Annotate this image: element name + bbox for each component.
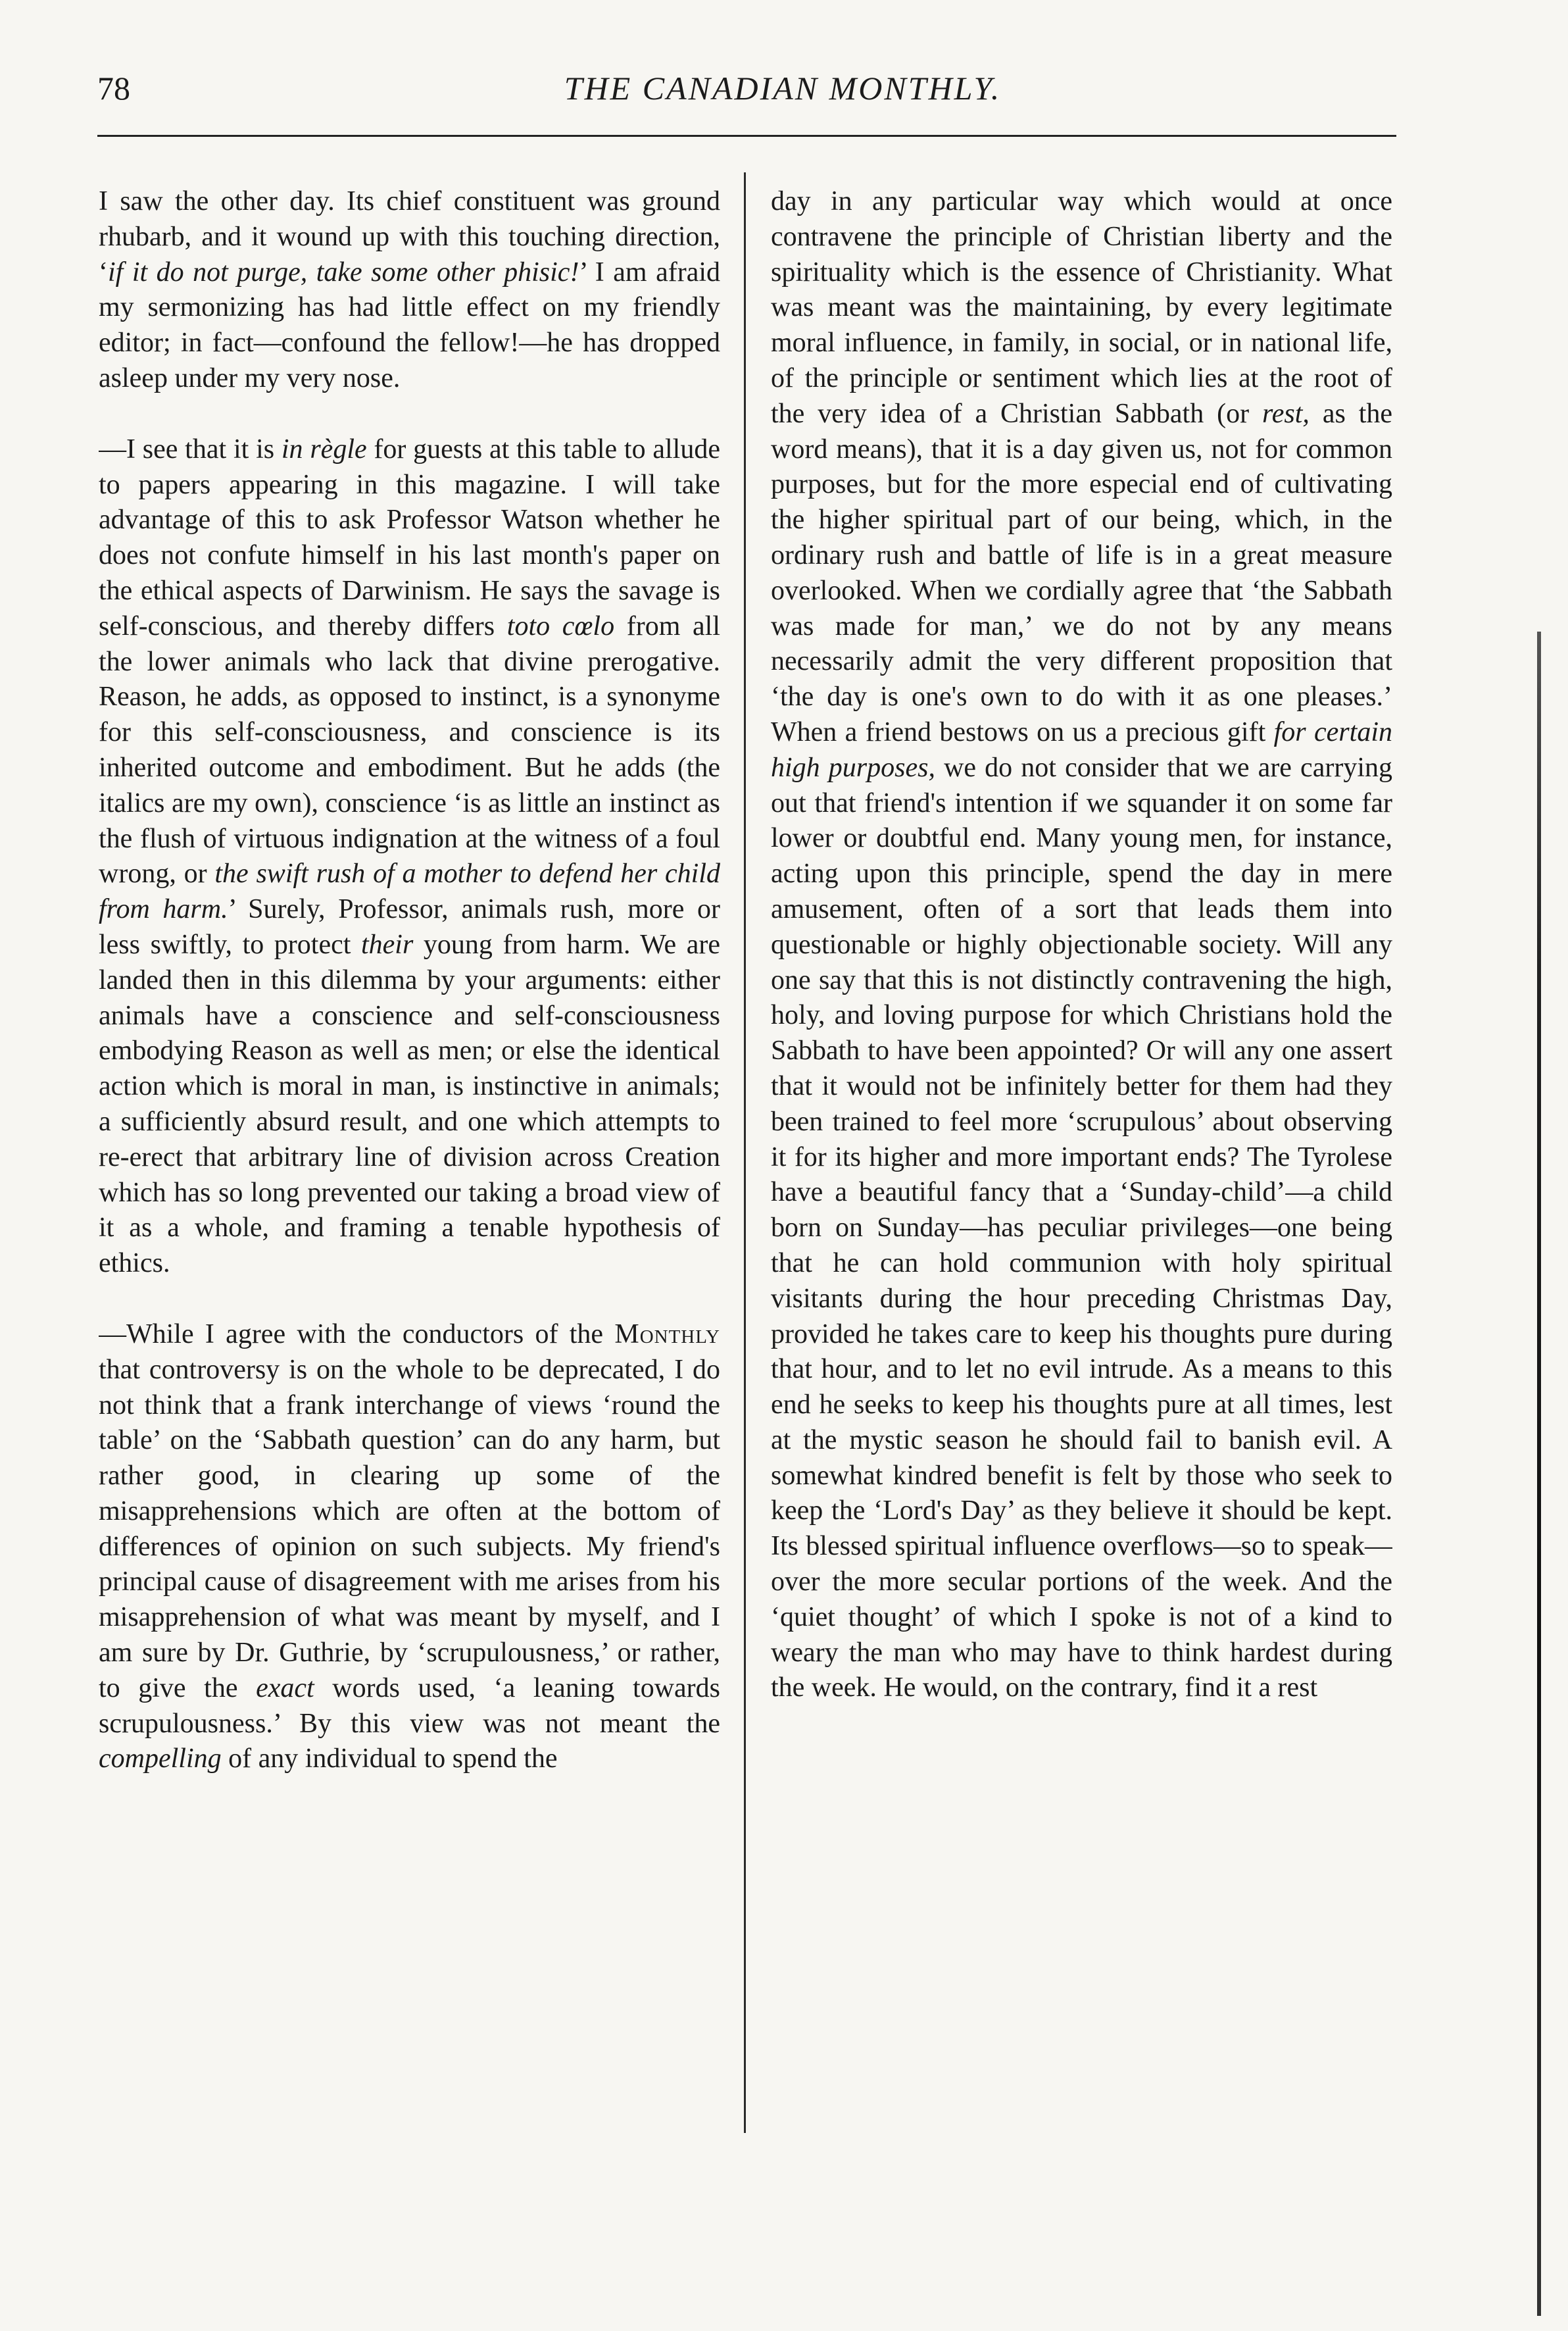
text-run: as the word means), that it is a day given us, not for common purposes, but for the more especial end of cultivating the higher spiritual part of our being, which, in the ordinary rush and battle of life is in a great measure overlooked. When we cordially agree that ‘the Sabbath was made for man,’ we do not by any means necessarily admit the very different proposition that ‘the day is one's own to do with it as one pleases.’ When a friend bestows on us a precious gift xyxy=(771,398,1392,747)
left-column xyxy=(99,184,720,2132)
paragraph-sabbath-question xyxy=(99,1317,720,1777)
scan-margin-edge xyxy=(1537,632,1541,2316)
paragraph-rhubarb xyxy=(99,184,720,397)
text-run: I saw the other day. Its chief constituent was ground rhubarb, and it wound up with this touching direction, ‘ xyxy=(99,186,720,288)
italic-run: for certain high purposes, xyxy=(771,716,1392,783)
text-run: ’ Surely, Professor, animals rush, more or less swiftly, to protect xyxy=(99,894,720,960)
text-run: that controversy is on the whole to be deprecated, I do not think that a frank interchange of views ‘round the table’ on the ‘Sabbath question’ can do any harm, but rather good, in clearing up some of the misapprehensions which are often at the bottom of differences of opinion on such subjects. My friend's principal cause of disagreement with me arises from his misapprehension of what was meant by myself, and I am sure by Dr. Guthrie, by ‘scrupulousness,’ or rather, to give the xyxy=(99,1354,720,1703)
text-run: young from harm. We are landed then in this dilemma by your arguments: either animals have a conscience and self-consciousness embodying Reason as well as men; or else the identical action which is moral in man, is instinctive in animals; a sufficiently absurd result, and one which attempts to re-erect that arbitrary line of division across Creation which has so long prevented our taking a broad view of it as a whole, and framing a tenable hypothesis of ethics. xyxy=(99,929,720,1279)
italic-run: exact xyxy=(256,1672,314,1703)
italic-run: if it do not purge, take some other phisic! xyxy=(108,257,579,288)
header-rule xyxy=(97,135,1396,137)
italic-run: rest, xyxy=(1262,398,1310,429)
text-run: —While I agree with the conductors of the xyxy=(99,1318,615,1349)
small-caps-run: Monthly xyxy=(614,1318,720,1349)
italic-run: the swift rush of a mother to defend her child from harm. xyxy=(99,859,720,925)
text-run: ’ I am afraid my sermonizing has had little effect on my friendly editor; in fact—confound the fellow!—he has dropped asleep under my very nose. xyxy=(99,257,720,393)
italic-run: in règle xyxy=(281,434,367,464)
text-run: for guests at this table to allude to papers appearing in this magazine. I will take advantage of this to ask Professor Watson whether he does not confute himself in his last month's paper on the ethical aspects of Darwinism. He says the savage is self-conscious, and thereby differs xyxy=(99,434,720,641)
text-run: of any individual to spend the xyxy=(221,1743,558,1774)
italic-run: toto cœlo xyxy=(506,611,615,641)
page-number: 78 xyxy=(97,70,130,107)
text-run: from all the lower animals who lack that divine prerogative. Reason, he adds, as opposed to instinct, is a synonyme for this self-consciousness, and conscience is its inherited outcome and embodiment. But he adds (the italics are my own), conscience ‘is as little an instinct as the flush of virtuous indignation at the witness of a foul wrong, or xyxy=(99,611,720,890)
text-run: day in any particular way which would at once contravene the principle of Christian liberty and the spirituality which is the essence of Christianity. What was meant was the maintaining, by every legitimate moral influence, in family, in social, or in national life, of the principle or sentiment which lies at the root of the very idea of a Christian Sabbath (or xyxy=(771,186,1392,429)
text-run: we do not consider that we are carrying out that friend's intention if we squander it on some far lower or doubtful end. Many young men, for instance, acting upon this principle, spend the day in mere amusement, often of a sort that leads them into questionable or highly objectionable society. Will any one say that this is not distinctly contravening the high, holy, and loving purpose for which Christians hold the Sabbath to have been appointed? Or will any one assert that it would not be infinitely better for them had they been trained to feel more ‘scrupulous’ about observing it for its higher and more important ends? The Tyrolese have a beautiful fancy that a ‘Sunday-child’—a child born on Sunday—has peculiar privileges—one being that he can hold communion with holy spiritual visitants during the hour preceding Christmas Day, provided he takes care to keep his thoughts pure during that hour, and to let no evil intrude. As a means to this end he seeks to keep his thoughts pure at all times, lest at the mystic season he should fail to banish evil. A somewhat kindred benefit is felt by those who seek to keep the ‘Lord's Day’ as they believe it should be kept. Its blessed spiritual influence overflows—so to speak—over the more secular portions of the week. And the ‘quiet thought’ of which I spoke is not of a kind to weary the man who may have to think hardest during the week. He would, on the contrary, find it a rest xyxy=(771,752,1392,1703)
italic-run: their xyxy=(360,929,414,960)
column-divider xyxy=(744,172,746,2133)
italic-run: compelling xyxy=(99,1743,222,1774)
paragraph-professor-watson xyxy=(99,432,720,1282)
running-title: THE CANADIAN MONTHLY. xyxy=(564,70,1002,107)
right-column xyxy=(771,184,1392,2132)
paragraph-continuation xyxy=(771,184,1392,1706)
text-run: —I see that it is xyxy=(99,434,282,464)
text-run: words used, ‘a leaning towards scrupulousness.’ By this view was not meant the xyxy=(99,1672,720,1739)
